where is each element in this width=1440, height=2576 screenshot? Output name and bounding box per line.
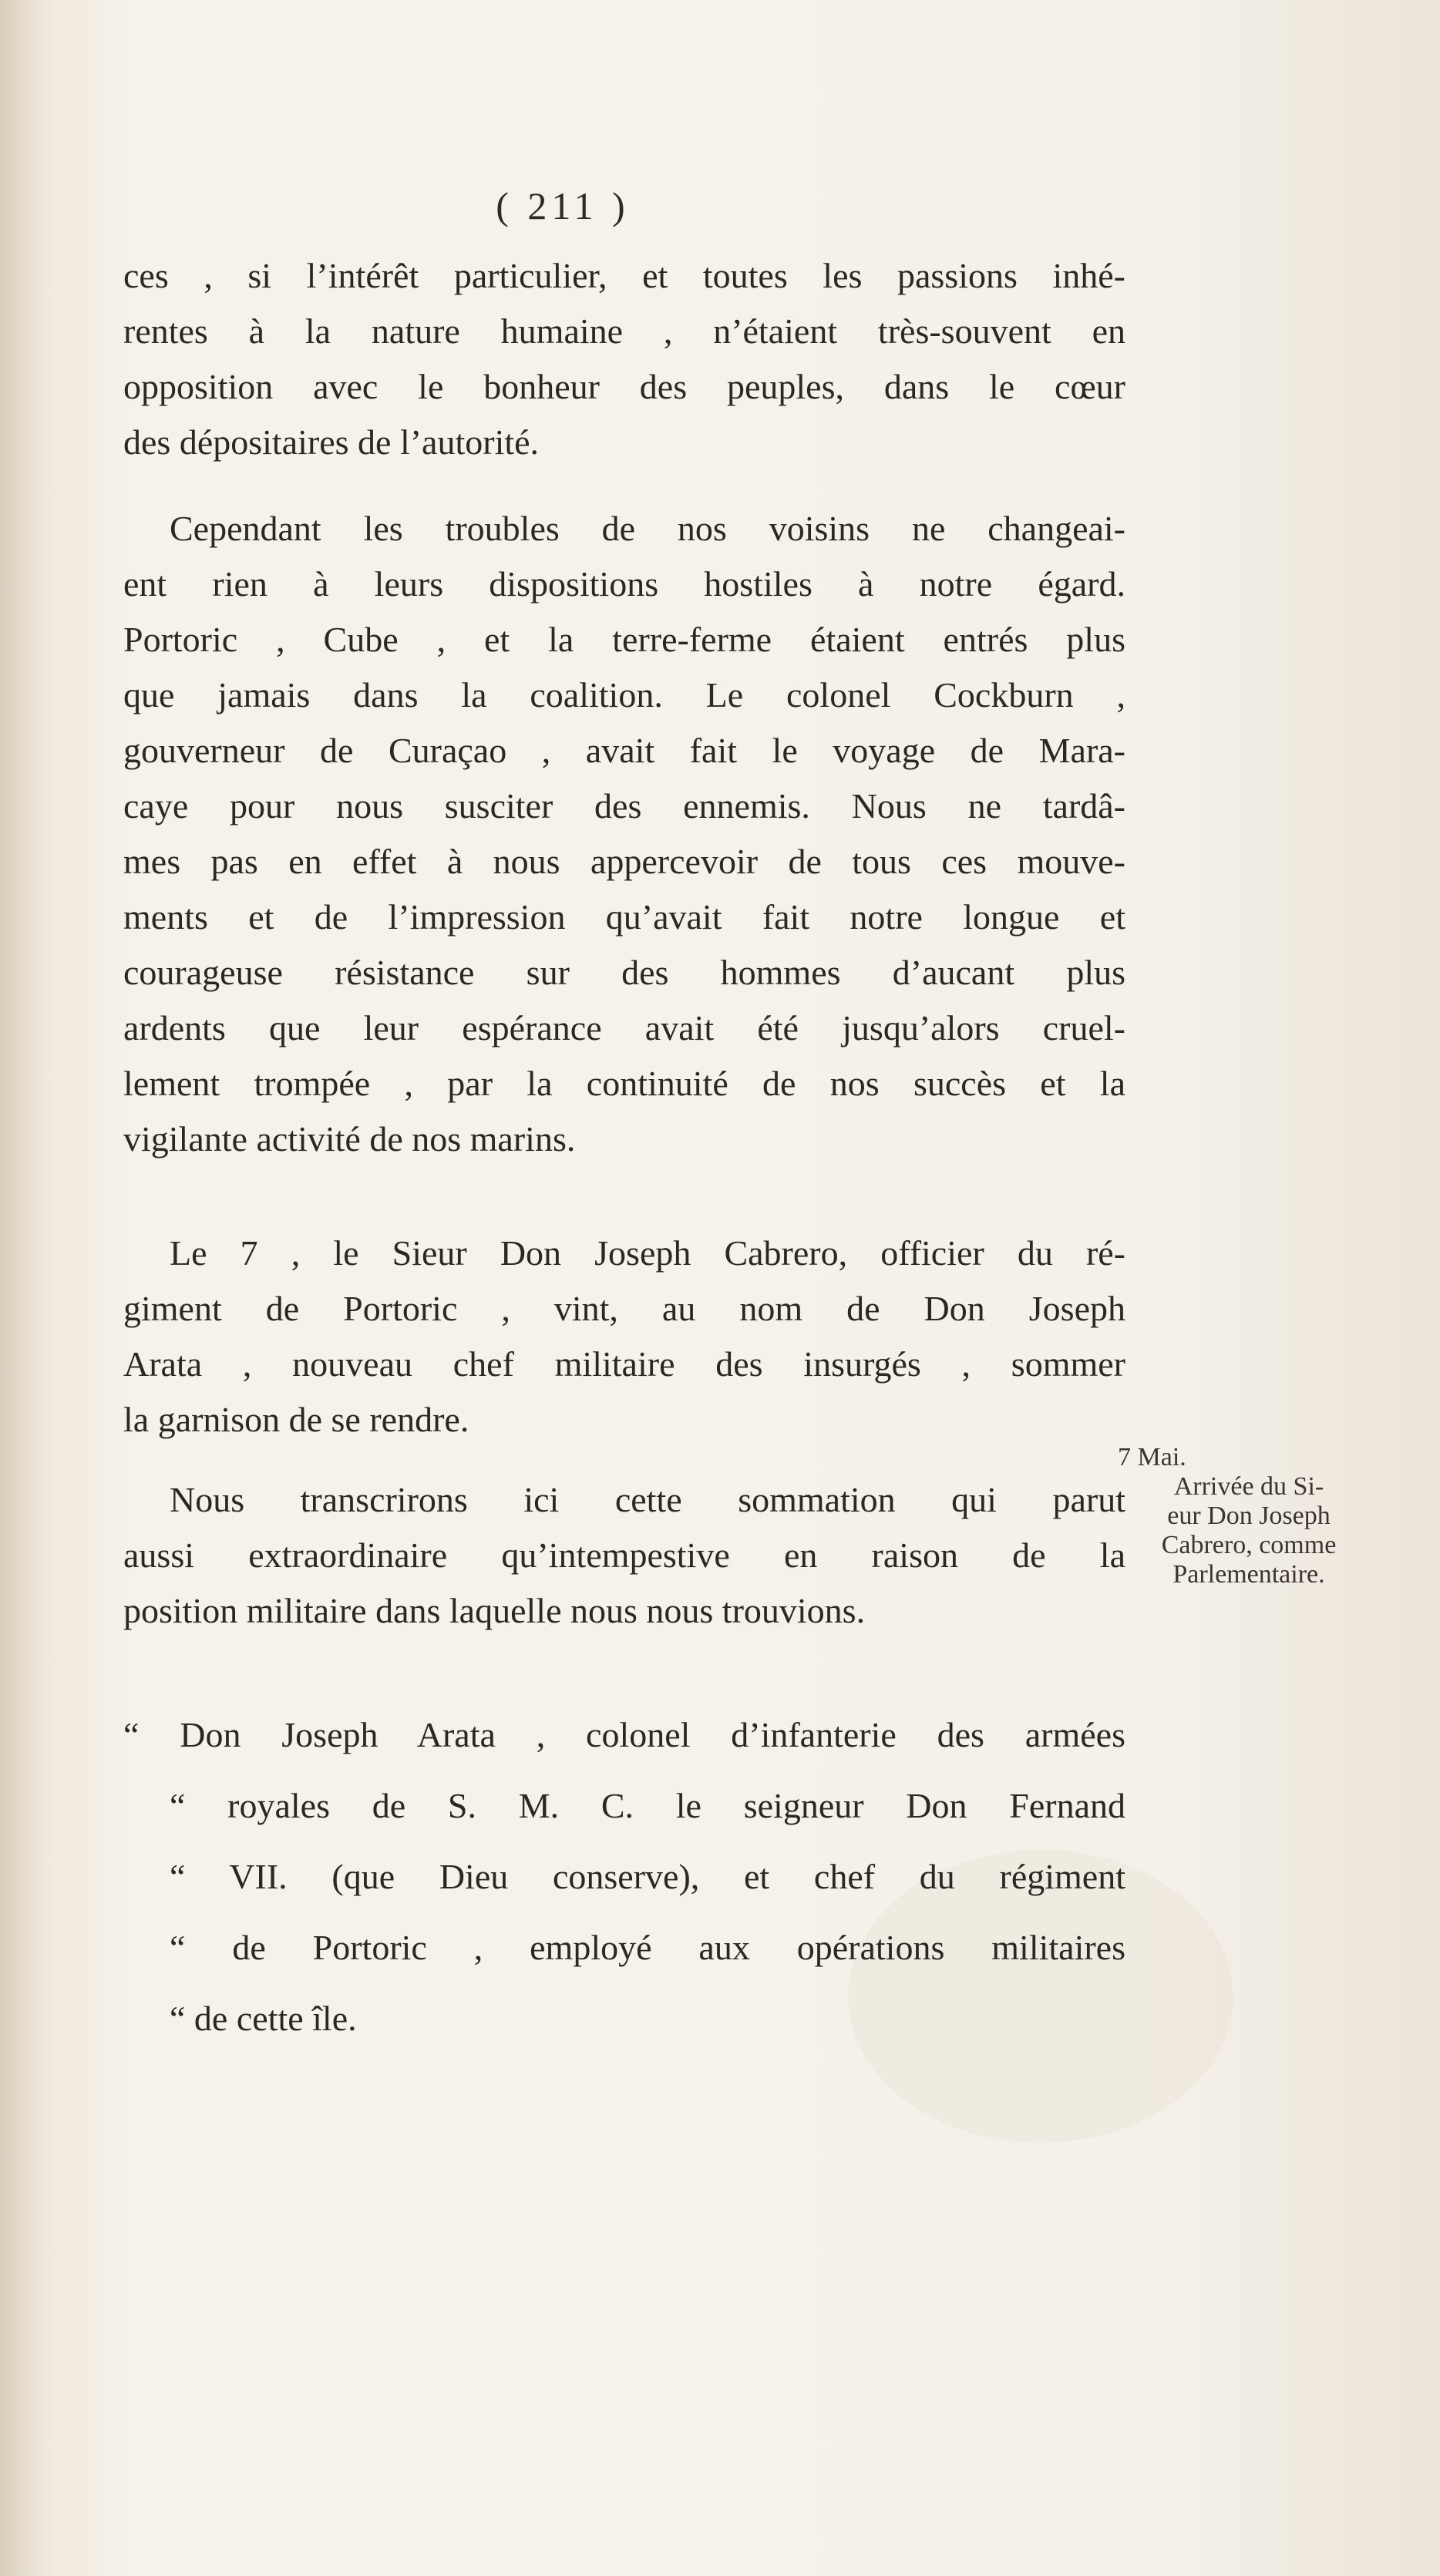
quote-line: “ Don Joseph Arata , colonel d’infanterie des armées (123, 1715, 1125, 1754)
text-line: Arata , nouveau chef militaire des insurgés , sommer (123, 1344, 1125, 1384)
text-line: opposition avec le bonheur des peuples, dans le cœur (123, 367, 1125, 406)
margin-note-line: Cabrero, comme (1161, 1531, 1337, 1559)
page-gutter-shadow (0, 0, 46, 2576)
margin-note (1110, 1443, 1388, 1589)
text-line: caye pour nous susciter des ennemis. Nous ne tardâ- (123, 786, 1125, 826)
text-line: que jamais dans la coalition. Le colonel Cockburn , (123, 675, 1125, 715)
page-number: ( 211 ) (496, 184, 630, 227)
text-line: ent rien à leurs dispositions hostiles à notre égard. (123, 564, 1125, 604)
quote-line: “ VII. (que Dieu conserve), et chef du régiment (170, 1857, 1125, 1896)
text-line: des dépositaires de l’autorité. (123, 422, 540, 462)
text-line: Le 7 , le Sieur Don Joseph Cabrero, officier du ré- (170, 1233, 1125, 1273)
text-line: vigilante activité de nos marins. (123, 1119, 576, 1159)
margin-note-line: Parlementaire. (1173, 1560, 1325, 1589)
quote-line: “ de cette île. (170, 1999, 357, 2038)
quote-line: “ royales de S. M. C. le seigneur Don Fernand (170, 1786, 1125, 1825)
text-line: rentes à la nature humaine , n’étaient très-souvent en (123, 311, 1125, 351)
text-line: ments et de l’impression qu’avait fait notre longue et (123, 897, 1125, 937)
margin-note-date: 7 Mai. (1118, 1443, 1186, 1471)
text-line: ces , si l’intérêt particulier, et toutes les passions inhé- (123, 256, 1125, 295)
text-line: giment de Portoric , vint, au nom de Don Joseph (123, 1289, 1125, 1328)
text-line: lement trompée , par la continuité de nos succès et la (123, 1064, 1125, 1103)
text-line: Cependant les troubles de nos voisins ne changeai- (170, 509, 1125, 548)
margin-note-line: Arrivée du Si- (1173, 1472, 1324, 1501)
text-line: gouverneur de Curaçao , avait fait le voyage de Mara- (123, 731, 1125, 770)
text-line: ardents que leur espérance avait été jusqu’alors cruel- (123, 1008, 1125, 1048)
text-line: Portoric , Cube , et la terre-ferme étaient entrés plus (123, 620, 1125, 659)
margin-note-line: eur Don Joseph (1167, 1502, 1331, 1530)
text-line: Nous transcrirons ici cette sommation qui parut (170, 1480, 1125, 1519)
text-line: courageuse résistance sur des hommes d’aucant plus (123, 953, 1125, 992)
text-line: position militaire dans laquelle nous nous trouvions. (123, 1591, 866, 1630)
text-line: la garnison de se rendre. (123, 1400, 469, 1439)
quote-line: “ de Portoric , employé aux opérations militaires (170, 1928, 1125, 1967)
text-line: mes pas en effet à nous appercevoir de tous ces mouve- (123, 842, 1125, 881)
text-line: aussi extraordinaire qu’intempestive en raison de la (123, 1535, 1125, 1575)
